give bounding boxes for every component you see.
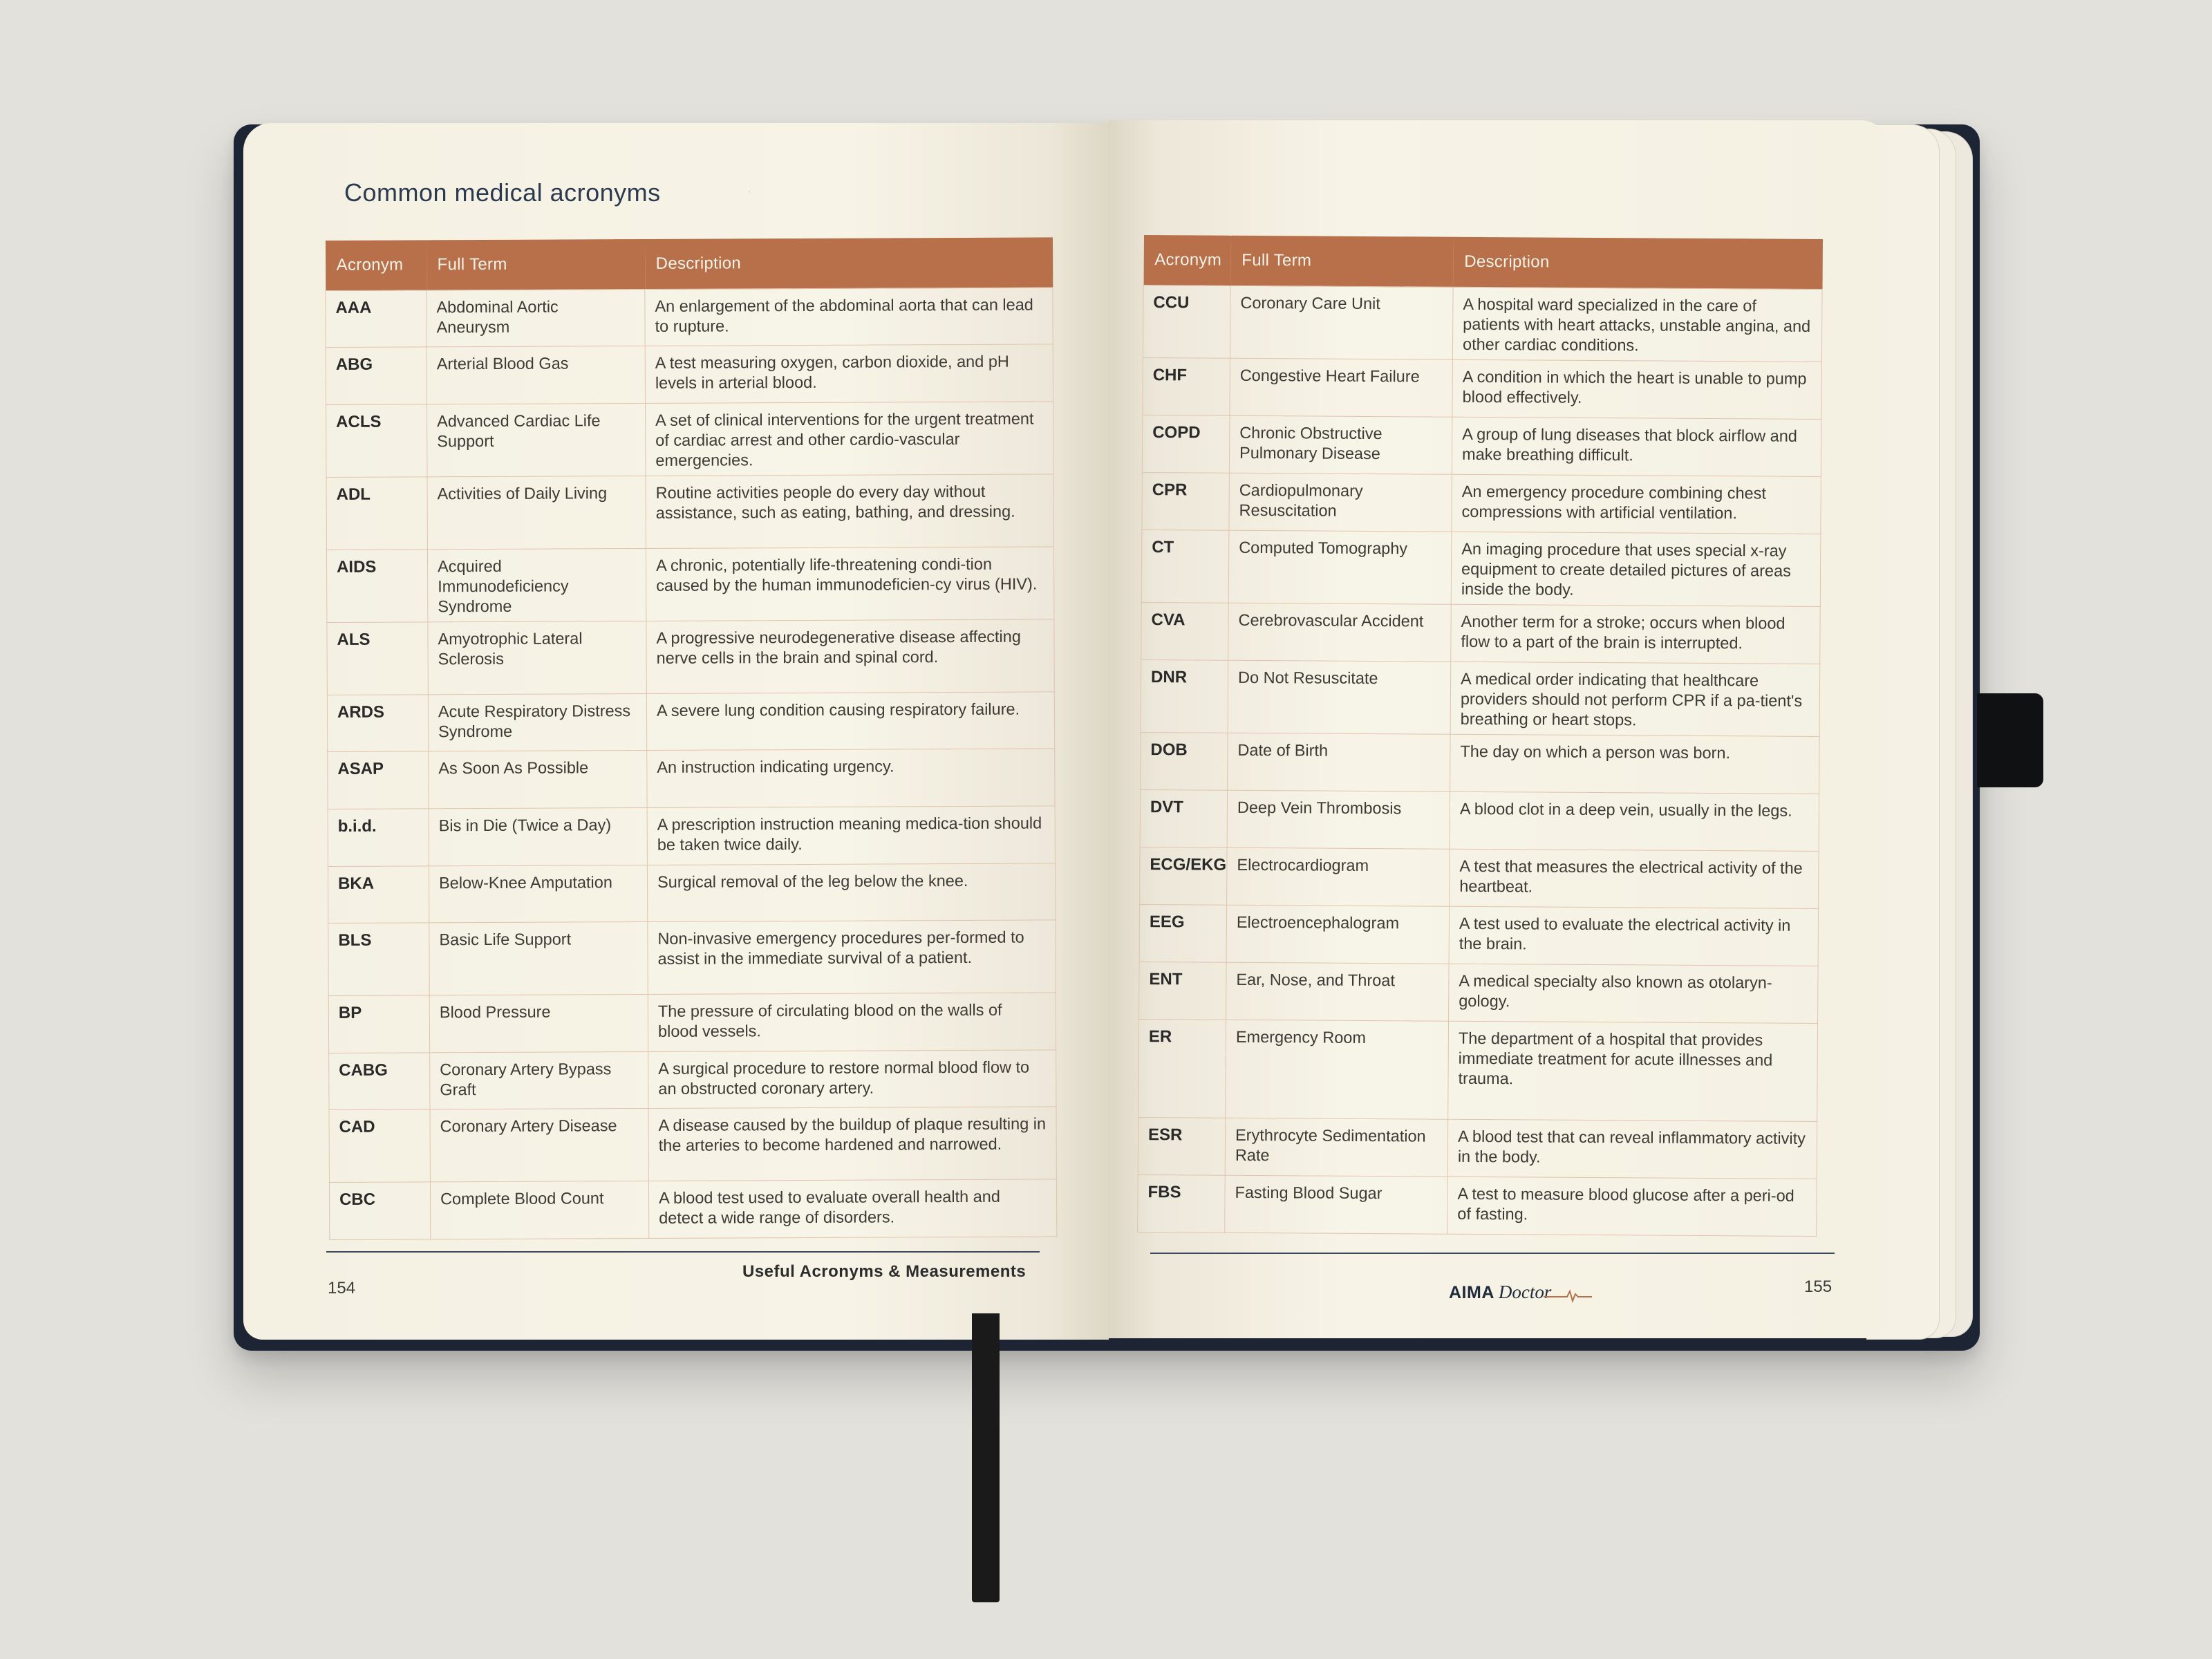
- term-cell: Computed Tomography: [1228, 530, 1452, 604]
- description-cell: A blood test used to evaluate overall health and detect a wide range of disorders.: [648, 1179, 1056, 1239]
- term-cell: Emergency Room: [1226, 1020, 1449, 1119]
- table-row: [329, 1179, 1056, 1240]
- table-row: [1138, 1117, 1817, 1179]
- table-row: [1139, 904, 1818, 966]
- table-row: [1142, 472, 1821, 534]
- term-cell: Coronary Artery Bypass Graft: [430, 1051, 648, 1109]
- brand-name: AIMA: [1449, 1283, 1494, 1302]
- column-header: Acronym: [1143, 235, 1230, 285]
- description-cell: The department of a hospital that provides immediate treatment for acute illnesses and trauma.: [1448, 1021, 1818, 1121]
- table-row: [329, 1050, 1056, 1110]
- acronym-cell: ACLS: [326, 404, 427, 478]
- table-header-row: [326, 237, 1053, 290]
- acronym-cell: DVT: [1140, 789, 1228, 847]
- table-row: [1142, 415, 1821, 476]
- description-cell: A hospital ward specialized in the care of patients with heart attacks, unstable angina, and other cardiac conditions.: [1452, 287, 1822, 362]
- acronym-cell: ASAP: [328, 751, 429, 809]
- acronym-cell: BKA: [328, 866, 429, 924]
- description-cell: A medical order indicating that healthcare providers should not perform CPR if a pa-tient's breathing or heart stops.: [1450, 662, 1820, 736]
- term-cell: Basic Life Support: [429, 921, 648, 995]
- heartbeat-line-icon: [1544, 1287, 1592, 1304]
- table-row: [1141, 659, 1820, 736]
- term-cell: Acute Respiratory Distress Syndrome: [428, 693, 646, 751]
- table-row: [1139, 962, 1818, 1023]
- acronym-cell: AAA: [326, 290, 427, 348]
- term-cell: Erythrocyte Sedimentation Rate: [1225, 1118, 1448, 1177]
- table-row: [328, 920, 1056, 996]
- description-cell: A test measuring oxygen, carbon dioxide, and pH levels in arterial blood.: [645, 344, 1053, 404]
- term-cell: As Soon As Possible: [429, 750, 647, 808]
- column-header: Description: [644, 237, 1052, 289]
- description-cell: Routine activities people do every day without assistance, such as eating, bathing, and dressing.: [646, 474, 1053, 549]
- term-cell: Date of Birth: [1228, 733, 1451, 791]
- term-cell: Amyotrophic Lateral Sclerosis: [428, 621, 646, 694]
- table-row: [328, 749, 1055, 809]
- term-cell: Chronic Obstructive Pulmonary Disease: [1229, 415, 1452, 474]
- acronym-cell: CHF: [1143, 357, 1230, 415]
- term-cell: Congestive Heart Failure: [1230, 358, 1453, 417]
- table-row: [1140, 847, 1819, 908]
- term-cell: Cerebrovascular Accident: [1228, 603, 1452, 662]
- table-row: [326, 288, 1053, 348]
- table-row: [1140, 789, 1819, 851]
- brand-suffix: Doctor: [1498, 1282, 1552, 1302]
- page-title: Common medical acronyms: [344, 178, 661, 207]
- description-cell: A disease caused by the buildup of plaque resulting in the arteries to become hardened and narrowed.: [648, 1107, 1056, 1181]
- term-cell: Coronary Artery Disease: [430, 1108, 648, 1181]
- term-cell: Electrocardiogram: [1227, 847, 1450, 906]
- acronym-cell: CABG: [329, 1053, 430, 1110]
- table-row: [1143, 285, 1822, 362]
- description-cell: A test to measure blood glucose after a peri-od of fasting.: [1447, 1177, 1817, 1236]
- column-header: Full Term: [426, 239, 644, 290]
- table-row: [326, 344, 1053, 405]
- acronym-cell: ALS: [327, 622, 428, 695]
- table-row: [1141, 529, 1821, 606]
- term-cell: Acquired Immunodeficiency Syndrome: [427, 548, 646, 621]
- table-row: [326, 474, 1053, 550]
- table-row: [326, 547, 1053, 623]
- acronym-table-left: [325, 237, 1057, 1240]
- description-cell: An instruction indicating urgency.: [647, 749, 1055, 808]
- table-row: [1141, 602, 1820, 664]
- acronym-cell: CAD: [329, 1109, 430, 1183]
- table-header-row: [1143, 235, 1822, 289]
- elastic-closure-strap: [1977, 693, 2043, 787]
- term-cell: Bis in Die (Twice a Day): [429, 807, 647, 865]
- acronym-cell: ADL: [326, 477, 427, 550]
- term-cell: Below-Knee Amputation: [429, 865, 647, 922]
- description-cell: A severe lung condition causing respiratory failure.: [646, 692, 1054, 751]
- acronym-cell: FBS: [1138, 1174, 1226, 1232]
- description-cell: A test that measures the electrical activity of the heartbeat.: [1450, 849, 1819, 908]
- table-row: [327, 619, 1054, 695]
- table-row: [1143, 357, 1821, 419]
- acronym-cell: b.i.d.: [328, 809, 429, 867]
- acronym-cell: BP: [328, 995, 429, 1053]
- column-header: Full Term: [1230, 236, 1453, 287]
- description-cell: A chronic, potentially life-threatening condi-tion caused by the human immunodeficien-cy virus (HIV).: [646, 547, 1053, 621]
- term-cell: Coronary Care Unit: [1230, 285, 1453, 359]
- term-cell: Blood Pressure: [429, 994, 648, 1052]
- description-cell: An imaging procedure that uses special x-ray equipment to create detailed pictures of areas inside the body.: [1451, 532, 1821, 606]
- term-cell: Electroencephalogram: [1226, 905, 1450, 964]
- description-cell: An emergency procedure combining chest compressions with artificial ventilation.: [1452, 474, 1821, 534]
- description-cell: A condition in which the heart is unable to pump blood effectively.: [1452, 359, 1821, 419]
- description-cell: A group of lung diseases that block airflow and make breathing difficult.: [1452, 417, 1821, 476]
- description-cell: A progressive neurodegenerative disease affecting nerve cells in the brain and spinal cord.: [646, 619, 1054, 694]
- table-row: [326, 402, 1053, 478]
- acronym-cell: CVA: [1141, 602, 1229, 660]
- acronym-cell: DNR: [1141, 659, 1228, 733]
- description-cell: A prescription instruction meaning medica-tion should be taken twice daily.: [647, 806, 1055, 865]
- acronym-cell: ER: [1138, 1019, 1226, 1118]
- term-cell: Activities of Daily Living: [427, 476, 646, 549]
- term-cell: Cardiopulmonary Resuscitation: [1229, 473, 1452, 532]
- acronym-cell: ECG/EKG: [1140, 847, 1228, 905]
- term-cell: Deep Vein Thrombosis: [1227, 790, 1450, 849]
- term-cell: Arterial Blood Gas: [427, 346, 645, 404]
- description-cell: A blood test that can reveal inflammatory activity in the body.: [1447, 1119, 1817, 1179]
- page-number: 155: [1804, 1277, 1833, 1296]
- acronym-cell: DOB: [1141, 732, 1228, 790]
- table-row: [328, 863, 1055, 924]
- column-header: Acronym: [326, 240, 427, 290]
- show-through-text: ·: [747, 180, 753, 200]
- description-cell: The pressure of circulating blood on the walls of blood vessels.: [648, 993, 1056, 1052]
- term-cell: Abdominal Aortic Aneurysm: [427, 289, 645, 346]
- acronym-cell: AIDS: [326, 550, 427, 623]
- description-cell: Surgical removal of the leg below the knee.: [647, 863, 1055, 922]
- description-cell: A test used to evaluate the electrical activity in the brain.: [1449, 906, 1818, 966]
- acronym-cell: CPR: [1142, 472, 1230, 530]
- acronym-table-right: [1137, 235, 1823, 1237]
- page-number: 154: [328, 1279, 356, 1297]
- term-cell: Do Not Resuscitate: [1228, 660, 1451, 734]
- description-cell: A blood clot in a deep vein, usually in the legs.: [1450, 791, 1819, 851]
- table-row: [328, 993, 1056, 1053]
- description-cell: The day on which a person was born.: [1450, 734, 1819, 794]
- footer-rule: [326, 1251, 1040, 1253]
- brand-logo: [1449, 1282, 1592, 1304]
- description-cell: A surgical procedure to restore normal blood flow to an obstructed coronary artery.: [648, 1050, 1056, 1109]
- bookmark-ribbon: [972, 1313, 1000, 1602]
- description-cell: Non-invasive emergency procedures per-formed to assist in the immediate survival of a patient.: [648, 920, 1056, 995]
- table-row: [1141, 732, 1819, 794]
- term-cell: Fasting Blood Sugar: [1225, 1175, 1448, 1234]
- description-cell: An enlargement of the abdominal aorta that can lead to rupture.: [645, 288, 1053, 346]
- running-footer-title: Useful Acronyms & Measurements: [742, 1262, 1027, 1281]
- acronym-cell: EEG: [1139, 904, 1227, 962]
- acronym-cell: ARDS: [327, 695, 428, 752]
- acronym-cell: CT: [1141, 529, 1229, 603]
- term-cell: Advanced Cardiac Life Support: [427, 403, 646, 476]
- table-row: [1138, 1174, 1817, 1236]
- table-row: [328, 806, 1055, 867]
- acronym-cell: COPD: [1142, 415, 1230, 473]
- footer-rule: [1150, 1253, 1835, 1254]
- acronym-cell: CCU: [1143, 285, 1230, 359]
- acronym-cell: ABG: [326, 347, 427, 405]
- description-cell: Another term for a stroke; occurs when blood flow to a part of the brain is interrupted.: [1451, 604, 1820, 664]
- description-cell: A set of clinical interventions for the urgent treatment of cardiac arrest and other cardio-vascular emergencies.: [646, 402, 1053, 476]
- table-row: [1138, 1019, 1818, 1121]
- acronym-cell: ESR: [1138, 1117, 1226, 1175]
- column-header: Description: [1453, 237, 1822, 290]
- term-cell: Ear, Nose, and Throat: [1226, 962, 1450, 1021]
- acronym-cell: BLS: [328, 923, 429, 996]
- acronym-cell: ENT: [1139, 962, 1227, 1020]
- table-row: [327, 692, 1054, 752]
- acronym-cell: CBC: [329, 1182, 430, 1240]
- table-row: [329, 1107, 1056, 1183]
- term-cell: Complete Blood Count: [430, 1181, 648, 1239]
- description-cell: A medical specialty also known as otolaryn-gology.: [1449, 964, 1818, 1023]
